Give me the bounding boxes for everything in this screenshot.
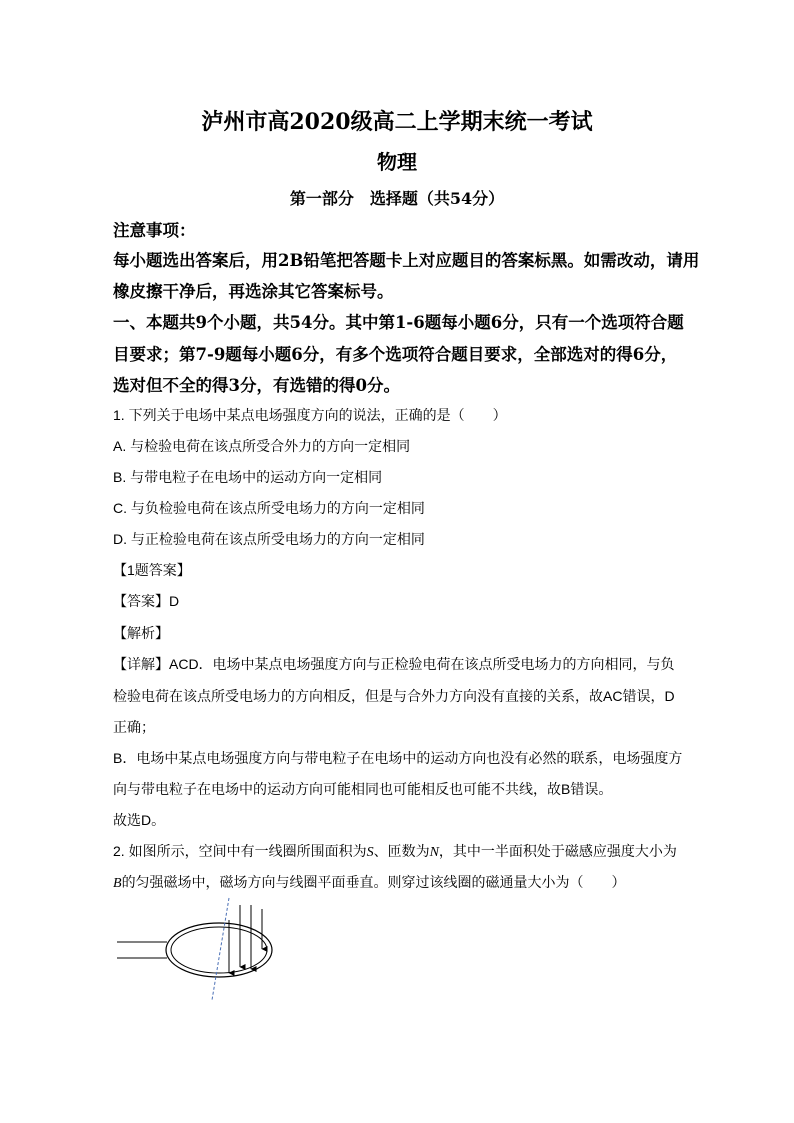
question-1-detail-line: 正确； <box>113 719 155 735</box>
notice-label: 注意事项： <box>113 221 196 240</box>
question-2-line-1 <box>113 841 677 861</box>
variable-n: N <box>429 845 439 860</box>
question-1-stem: 1. 下列关于电场中某点电场强度方向的说法，正确的是（ ） <box>113 407 507 423</box>
question-1-detail-line: 【详解】ACD．电场中某点电场强度方向与正检验电荷在该点所受电场力的方向相同，与负 <box>113 656 675 672</box>
question-2-line-2 <box>113 872 626 892</box>
coil-inner-ring <box>171 927 267 973</box>
instructions-line-3: 选对但不全的得3分，有选错的得0分。 <box>113 376 400 395</box>
question-1-option-c: C. 与负检验电荷在该点所受电场力的方向一定相同 <box>113 500 425 516</box>
question-1-option-d: D. 与正检验电荷在该点所受电场力的方向一定相同 <box>113 531 425 547</box>
question-1-detail-line: B．电场中某点电场强度方向与带电粒子在电场中的运动方向也没有必然的联系，电场强度方 <box>113 750 683 766</box>
question-1-detail-line: 向与带电粒子在电场中的运动方向可能相同也可能相反也可能不共线，故B错误。 <box>113 781 613 797</box>
question-1-answer: 【答案】D <box>113 593 180 609</box>
question-1-answer-header: 【1题答案】 <box>113 562 191 578</box>
coil-outer-ring <box>166 923 272 977</box>
section-heading: 第一部分 选择题（共54分） <box>289 189 505 208</box>
coil-magnetic-field-figure <box>112 895 287 1005</box>
exam-title: 泸州市高2020级高二上学期末统一考试 <box>201 109 593 135</box>
instructions-line-2: 目要求；第7-9题每小题6分，有多个选项符合题目要求，全部选对的得6分， <box>113 345 678 364</box>
field-boundary-line <box>212 898 229 1000</box>
variable-s: S <box>366 845 374 860</box>
question-1-option-b: B. 与带电粒子在电场中的运动方向一定相同 <box>113 469 383 485</box>
question-2-text: ，其中一半面积处于磁感应强度大小为 <box>438 843 677 859</box>
question-2-text: 、匝数为 <box>373 843 430 859</box>
variable-b: B <box>113 876 122 891</box>
question-2-text: 2. 如图所示，空间中有一线圈所围面积为 <box>113 843 367 859</box>
question-1-detail-line: 故选D。 <box>113 812 166 828</box>
notice-line-1: 每小题选出答案后，用2B铅笔把答题卡上对应题目的答案标黑。如需改动，请用 <box>113 251 700 270</box>
question-1-analysis-header: 【解析】 <box>113 625 169 641</box>
question-2-text: 的匀强磁场中，磁场方向与线圈平面垂直。则穿过该线圈的磁通量大小为（ ） <box>121 874 626 890</box>
question-1-option-a: A. 与检验电荷在该点所受合外力的方向一定相同 <box>113 438 411 454</box>
subject-title: 物理 <box>377 150 417 174</box>
question-1-detail-line: 检验电荷在该点所受电场力的方向相反，但是与合外力方向没有直接的关系，故AC错误，D <box>113 688 675 704</box>
notice-line-2: 橡皮擦干净后，再选涂其它答案标号。 <box>113 282 394 301</box>
instructions-line-1: 一、本题共9个小题，共54分。其中第1-6题每小题6分，只有一个选项符合题 <box>113 313 684 332</box>
